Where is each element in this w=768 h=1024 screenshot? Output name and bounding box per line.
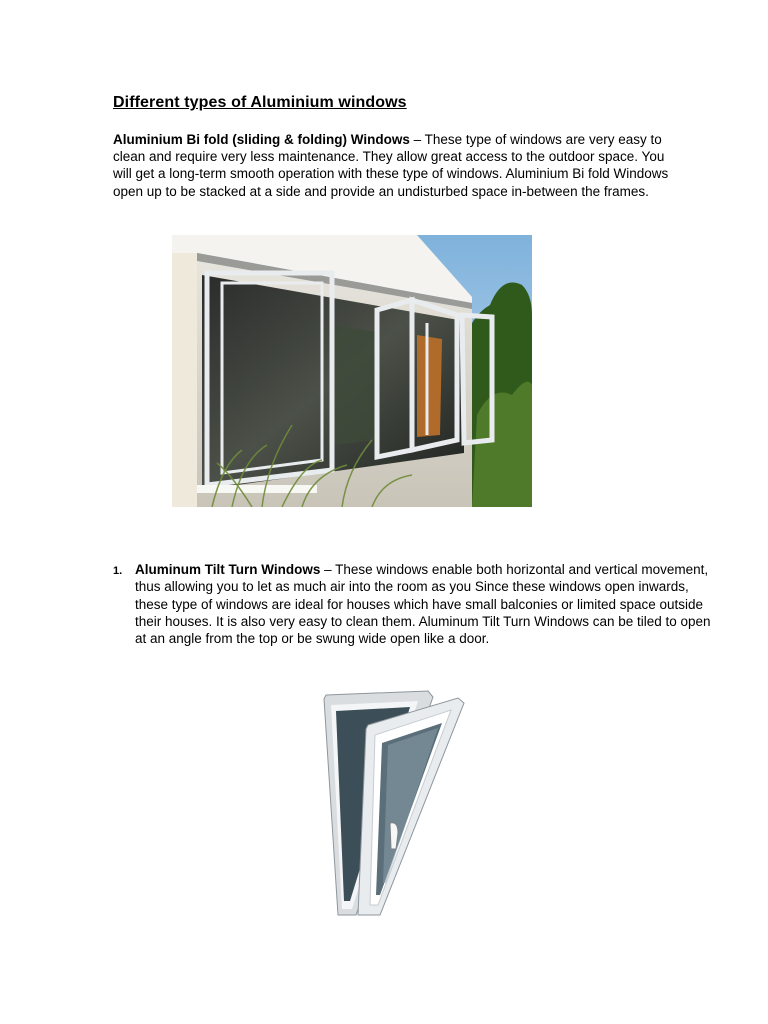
- tilt-turn-heading: Aluminum Tilt Turn Windows: [135, 562, 321, 577]
- tilt-turn-window-photo: [228, 683, 562, 916]
- list-number: 1.: [113, 565, 123, 577]
- tilt-turn-body: – These windows enable both horizontal and vertical movement, thus allowing you to let as much air into the room as you Since these windows open inwards, these type of windows are ideal for houses which have small balconies or limited space outside their houses. It is also very easy to clean them. Aluminum Tilt Turn Windows can be tiled to open at an angle from the top or be swung wide open like a door.: [135, 562, 711, 647]
- bifold-paragraph: [113, 131, 673, 200]
- tilt-turn-paragraph: [135, 561, 715, 647]
- bifold-window-photo: [172, 235, 532, 507]
- bifold-heading: Aluminium Bi fold (sliding & folding) Windows: [113, 132, 410, 147]
- bifold-body: – These type of windows are very easy to clean and require very less maintenance. They allow great access to the outdoor space. You will get a long-term smooth operation with these type of windows. Aluminium Bi fold Windows open up to be stacked at a side and provide an undisturbed space in-between the frames.: [113, 132, 669, 199]
- document-title: Different types of Aluminium windows: [113, 94, 407, 111]
